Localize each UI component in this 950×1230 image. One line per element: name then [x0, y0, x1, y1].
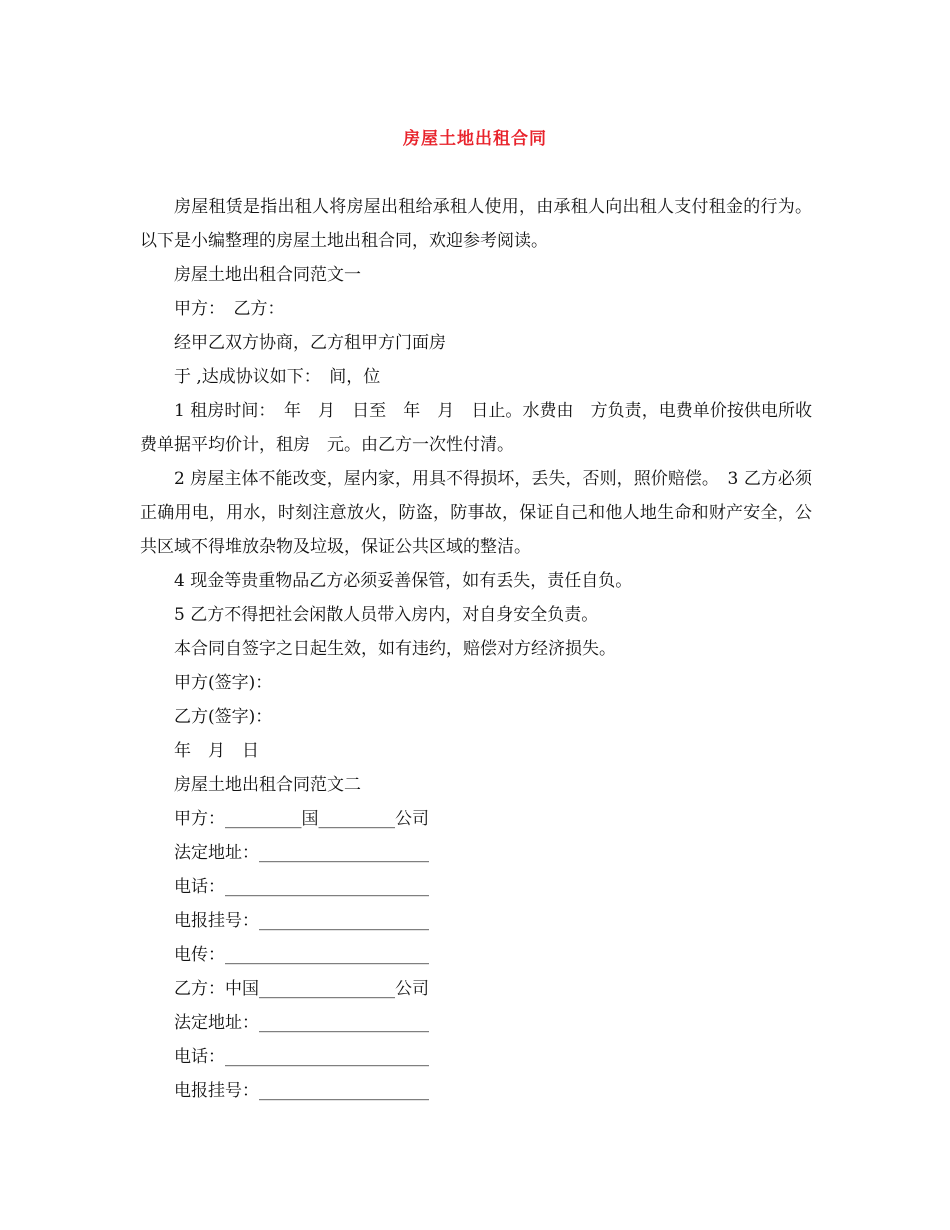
party-a-company: 甲方：_________国_________公司 — [174, 809, 429, 829]
clause-5: 5 乙方不得把社会闲散人员带入房内，对自身安全负责。 — [174, 605, 599, 625]
clause-4: 4 现金等贵重物品乙方必须妥善保管，如有丢失，责任自负。 — [174, 571, 633, 591]
clause-1: 1 租房时间： 年 月 日至 年 月 日止。水费由 方负责，电费单价按供电所收费单据平均价计，租房 元。由乙方一次性付清。 — [140, 401, 812, 455]
agreement-line-2: 于 ,达成协议如下： 间，位 — [174, 367, 381, 387]
party-a-phone: 电话：________________________ — [174, 877, 429, 897]
sample-two-heading: 房屋土地出租合同范文二 — [174, 775, 361, 795]
document-title: 房屋土地出租合同 — [403, 129, 547, 149]
intro-paragraph: 房屋租赁是指出租人将房屋出租给承租人使用，由承租人向出租人支付租金的行为。以下是小编整理的房屋土地出租合同，欢迎参考阅读。 — [140, 197, 812, 251]
party-b-address: 法定地址：____________________ — [174, 1013, 429, 1033]
party-a-cable: 电报挂号：____________________ — [174, 911, 429, 931]
party-b-signature: 乙方(签字)： — [174, 707, 273, 727]
agreement-line: 经甲乙双方协商，乙方租甲方门面房 — [174, 333, 446, 353]
party-b-phone: 电话：________________________ — [174, 1047, 429, 1067]
sample-one-heading: 房屋土地出租合同范文一 — [174, 265, 361, 285]
parties-line: 甲方： 乙方： — [174, 299, 285, 319]
party-b-company: 乙方：中国________________公司 — [174, 979, 429, 999]
party-a-signature: 甲方(签字)： — [174, 673, 273, 693]
date-line: 年 月 日 — [174, 741, 259, 761]
clause-2-3: 2 房屋主体不能改变，屋内家，用具不得损坏，丢失，否则，照价赔偿。 3 乙方必须正确用电，用水，时刻注意放火，防盗，防事故，保证自己和他人地生命和财产安全，公共区域不得堆放杂物及垃圾，保证公共区域的整洁。 — [140, 469, 812, 557]
party-b-cable: 电报挂号：____________________ — [174, 1081, 429, 1101]
party-a-address: 法定地址：____________________ — [174, 843, 429, 863]
effective-clause: 本合同自签字之日起生效，如有违约，赔偿对方经济损失。 — [174, 639, 616, 659]
party-a-telex: 电传：________________________ — [174, 945, 429, 965]
document-body — [140, 190, 812, 1108]
